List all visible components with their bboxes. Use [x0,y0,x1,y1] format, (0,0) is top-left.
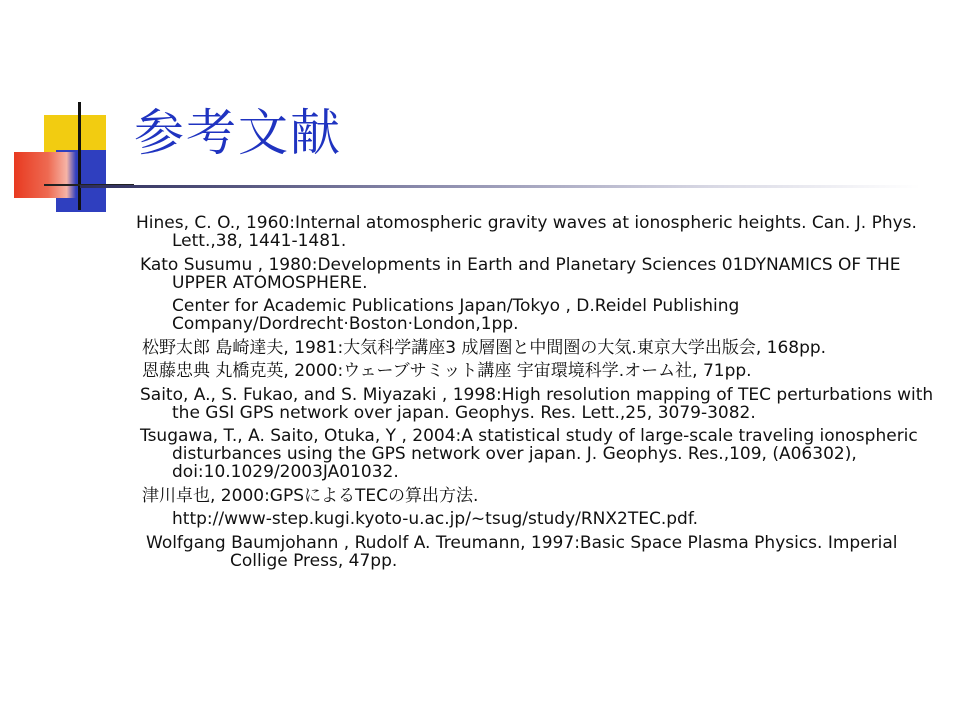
reference-item: Wolfgang Baumjohann , Rudolf A. Treumann, 1997:Basic Space Plasma Physics. Imperial Collige Press, 47pp. [146,532,898,571]
reference-item: Tsugawa, T., A. Saito, Otuka, Y , 2004:A statistical study of large-scale traveling ionospheric disturbances using the GPS network over japan. J. Geophys. Res.,109, (A06302), doi:10.1029/2003JA01032. [140,426,918,482]
reference-item: Center for Academic Publications Japan/Tokyo , D.Reidel Publishing Company/Dordrecht·Boston·London,1pp. [172,296,740,334]
reference-item: Hines, C. O., 1960:Internal atomospheric gravity waves at ionospheric heights. Can. J. Phys. Lett.,38, 1441-1481. [136,213,917,251]
decorative-red-gradient-block [14,152,76,198]
title-underline [80,185,920,188]
reference-item: http://www-step.kugi.kyoto-u.ac.jp/~tsug/study/RNX2TEC.pdf. [172,509,698,529]
decorative-vertical-line [78,102,81,210]
reference-item: 松野太郎 島崎達夫, 1981:大気科学講座3 成層圏と中間圏の大気.東京大学出版会, 168pp. [142,337,827,358]
reference-item: Saito, A., S. Fukao, and S. Miyazaki , 1998:High resolution mapping of TEC perturbations with the GSI GPS network over japan. Geophys. Res. Lett.,25, 3079-3082. [140,384,934,423]
reference-item: Kato Susumu , 1980:Developments in Earth and Planetary Sciences 01DYNAMICS OF THE UPPER ATOMOSPHERE. [140,254,901,293]
reference-list [134,214,934,575]
reference-item: 津川卓也, 2000:GPSによるTECの算出方法. [142,485,479,506]
reference-item: 恩藤忠典 丸橋克英, 2000:ウェーブサミット講座 宇宙環境科学.オーム社, 71pp. [142,361,752,381]
slide-title: 参考文献 [134,104,342,162]
